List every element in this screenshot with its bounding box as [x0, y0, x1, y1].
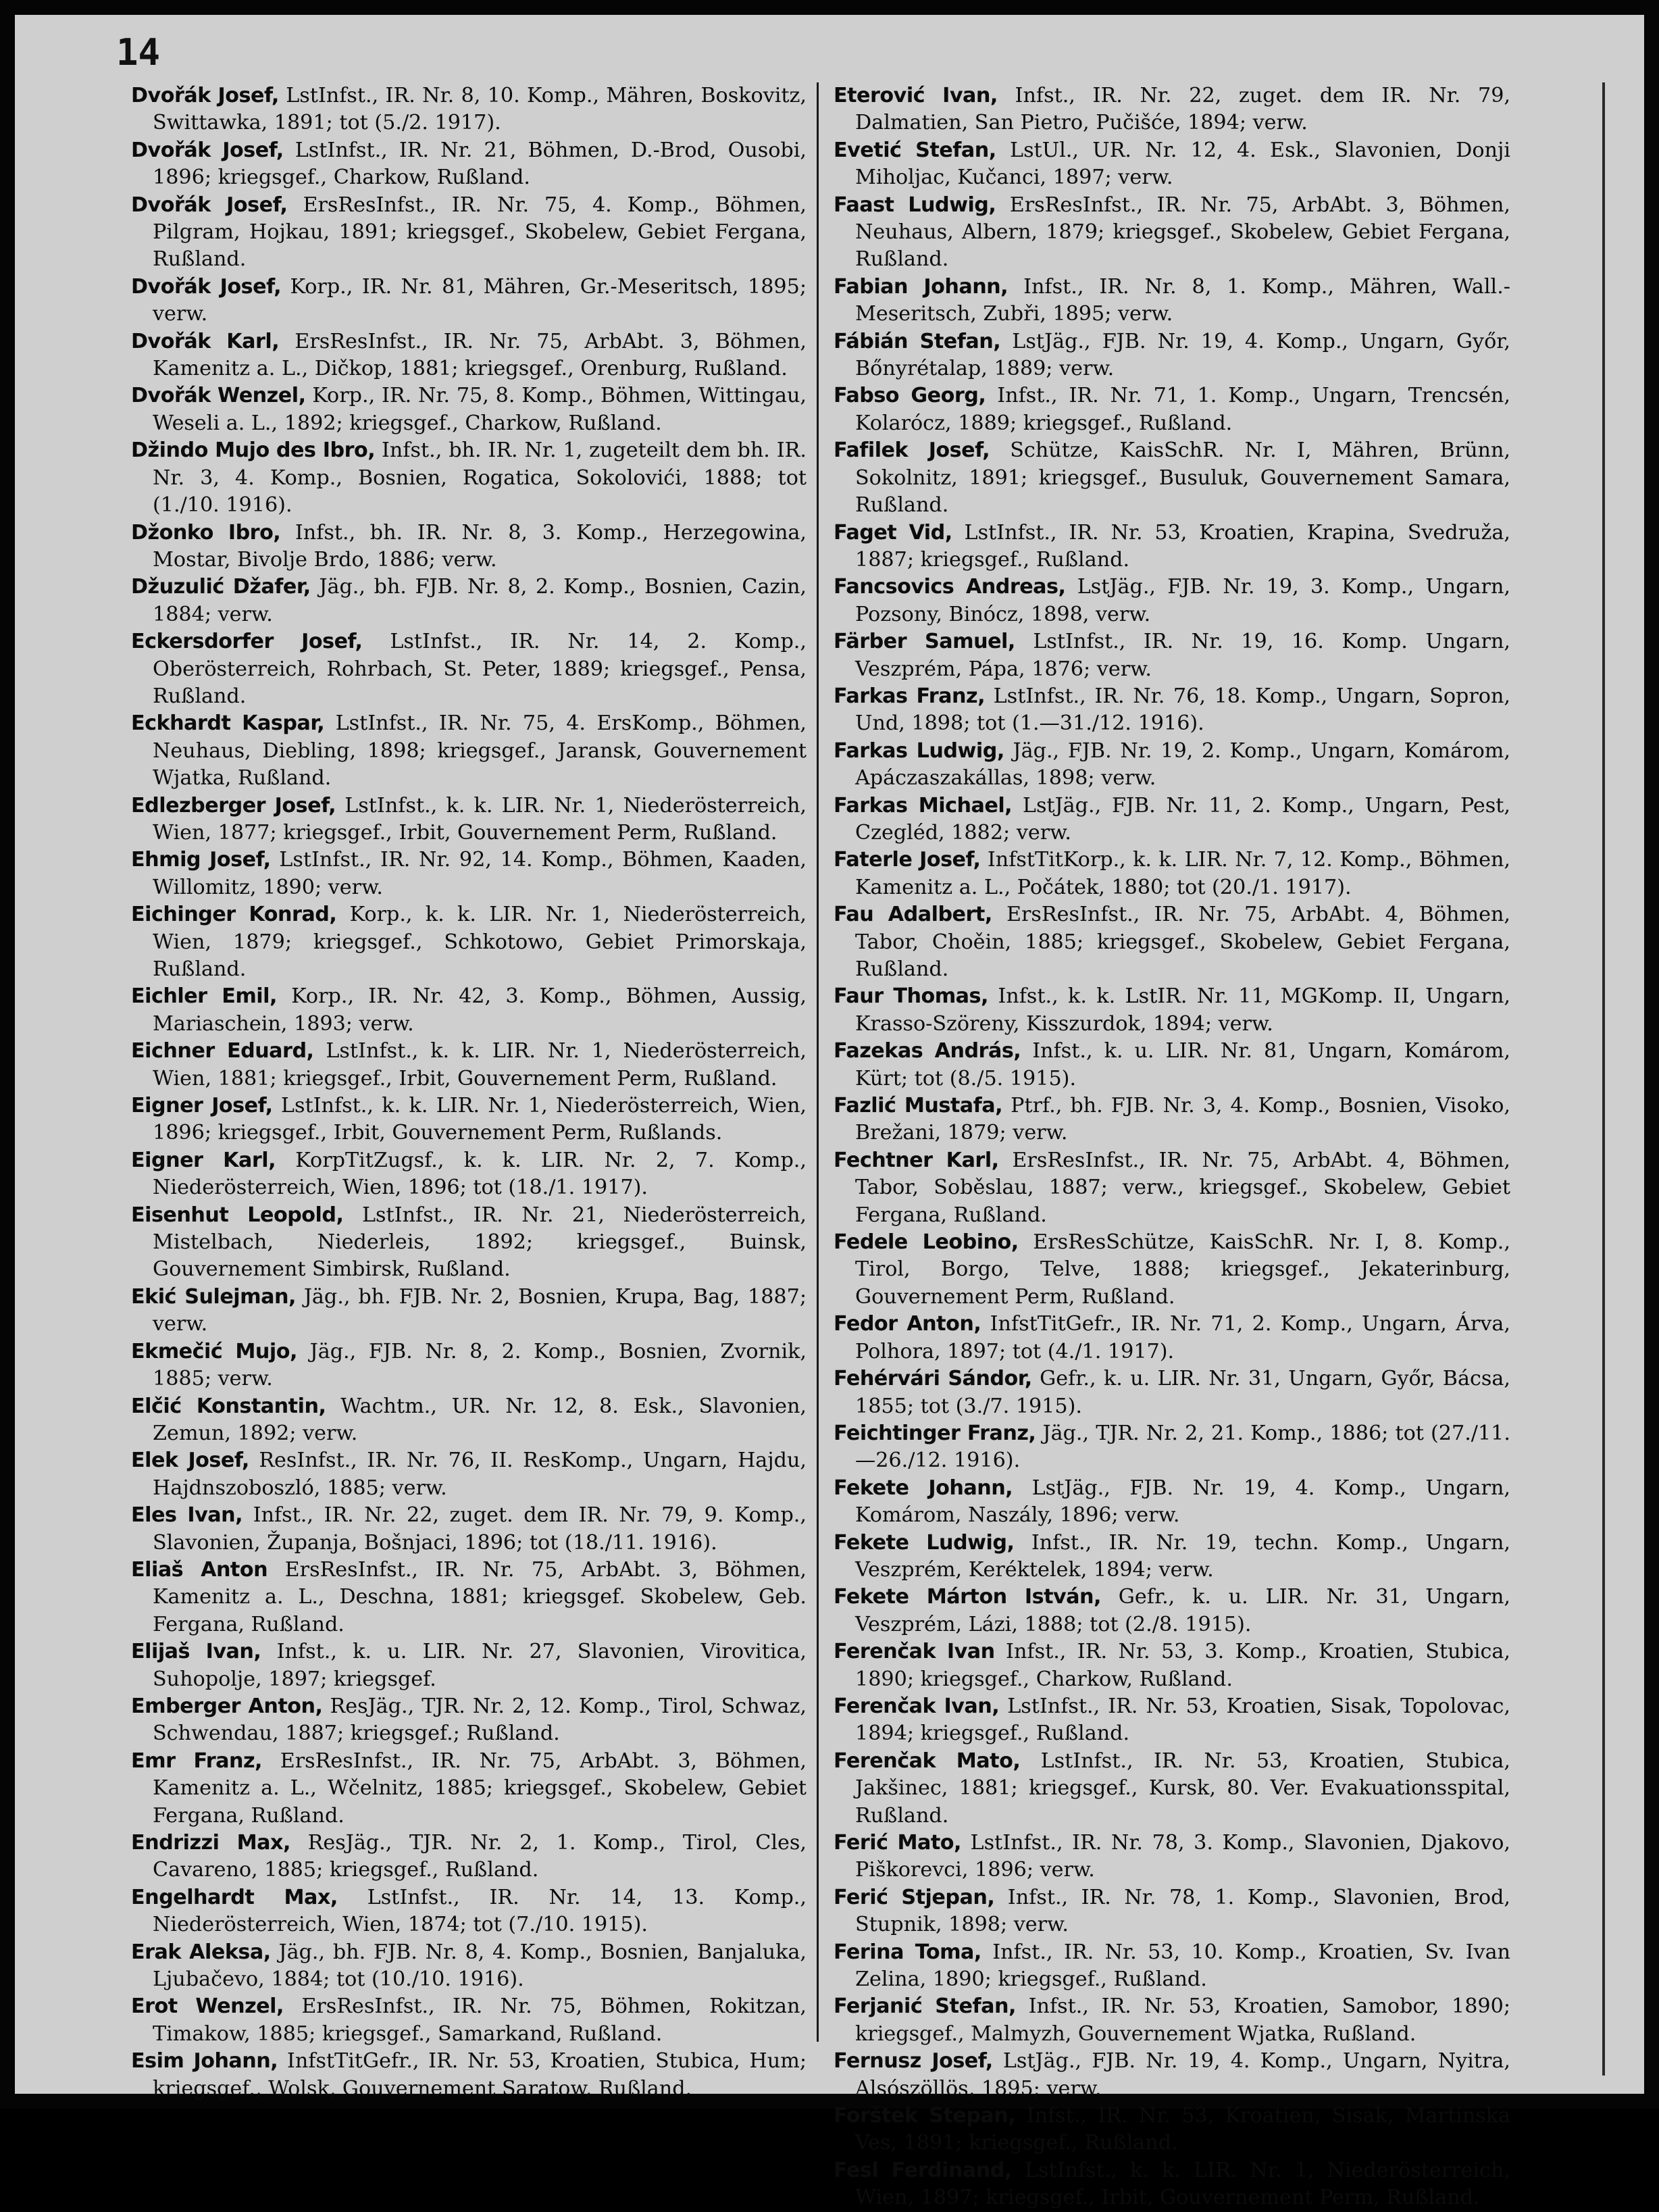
entry-name: Dvořák Karl,	[131, 329, 280, 353]
entry-details: LstInfst., IR. Nr. 53, Kroatien, Stubica, Jakšinec, 1881; kriegsgef., Kursk, 80. Ver. Evakuationsspital, Rußland.	[855, 1749, 1510, 1828]
entry-name: Engelhardt Max,	[131, 1885, 338, 1909]
register-entry	[834, 328, 1510, 383]
entry-details: Infst., IR. Nr. 53, Kroatien, Samobor, 1890; kriegsgef., Malmyzh, Gouvernement Wjatka, Rußland.	[855, 1994, 1510, 2046]
entry-name: Fazekas András,	[834, 1039, 1021, 1063]
entry-details: Infst., k. k. LstIR. Nr. 11, MGKomp. II, Ungarn, Krasso-Szöreny, Kisszurdok, 1894; verw.	[855, 984, 1510, 1036]
entry-details: LstUl., UR. Nr. 12, 4. Esk., Slavonien, Donji Miholjac, Kučanci, 1897; verw.	[855, 138, 1510, 190]
entry-name: Fekete Ludwig,	[834, 1530, 1015, 1555]
register-entry	[131, 710, 807, 792]
register-entry	[131, 1284, 807, 1338]
entry-details: LstInfst., k. k. LIR. Nr. 1, Niederösterreich, Wien, 1896; kriegsgef., Irbit, Gouvernement Perm, Rußlands.	[153, 1094, 807, 1145]
register-entry	[834, 2048, 1510, 2103]
entry-details: Korp., IR. Nr. 75, 8. Komp., Böhmen, Wittingau, Weseli a. L., 1892; kriegsgef., Charkow, Rußland.	[153, 384, 807, 435]
entry-name: Eichinger Konrad,	[131, 903, 337, 927]
entry-name: Emr Franz,	[131, 1749, 263, 1773]
entry-details: Infst., k. u. LIR. Nr. 81, Ungarn, Komárom, Kürt; tot (8./5. 1915).	[855, 1039, 1510, 1090]
register-entry	[131, 1338, 807, 1393]
entry-details: InfstTitKorp., k. k. LIR. Nr. 7, 12. Komp., Böhmen, Kamenitz a. L., Počátek, 1880; tot (20./1. 1917).	[855, 848, 1510, 899]
entry-details: LstInfst., IR. Nr. 21, Niederösterreich, Mistelbach, Niederleis, 1892; kriegsgef., Buinsk, Gouvernement Simbirsk, Rußland.	[153, 1203, 807, 1282]
entry-details: Infst., IR. Nr. 22, zuget. dem IR. Nr. 79, 9. Komp., Slavonien, Županja, Bošnjaci, 1896; tot (18./11. 1916).	[153, 1503, 807, 1555]
entry-details: Infst., bh. IR. Nr. 8, 3. Komp., Herzegowina, Mostar, Bivolje Brdo, 1886; verw.	[153, 520, 807, 572]
entry-name: Eles Ivan,	[131, 1503, 243, 1528]
entry-details: Ptrf., bh. FJB. Nr. 3, 4. Komp., Bosnien, Visoko, Brežani, 1879; verw.	[855, 1094, 1511, 1145]
register-entry	[131, 983, 807, 1038]
register-entry	[131, 1557, 807, 1638]
register-entry	[131, 2048, 807, 2103]
register-entry	[131, 1693, 807, 1748]
register-entry	[834, 2157, 1510, 2212]
register-entry	[131, 1092, 807, 1147]
register-entry	[131, 520, 807, 574]
entry-name: Ferjanić Stefan,	[834, 1994, 1016, 2019]
entry-name: Fazlić Mustafa,	[834, 1094, 1003, 1118]
entry-name: Erak Aleksa,	[131, 1940, 271, 1964]
entry-name: Ferenčak Ivan	[834, 1640, 995, 1664]
entry-details: Infst., IR. Nr. 71, 1. Komp., Ungarn, Trencsén, Kolarócz, 1889; kriegsgef., Rußland.	[855, 384, 1510, 435]
entry-name: Elčić Konstantin,	[131, 1394, 326, 1418]
entry-details: ErsResInfst., IR. Nr. 75, ArbAbt. 3, Böhmen, Kamenitz a. L., Deschna, 1881; kriegsgef. Skobelew, Geb. Fergana, Rußland.	[153, 1557, 807, 1636]
register-entry	[834, 520, 1510, 574]
register-entry	[131, 1638, 807, 1693]
entry-details: LstInfst., IR. Nr. 14, 2. Komp., Oberösterreich, Rohrbach, St. Peter, 1889; kriegsgef., Pensa, Rußland.	[153, 630, 807, 708]
entry-name: Ekić Sulejman,	[131, 1284, 296, 1309]
entry-name: Faast Ludwig,	[834, 193, 996, 217]
entry-name: Ehmig Josef,	[131, 848, 271, 872]
register-entry	[834, 683, 1510, 738]
entry-name: Ferenčak Ivan,	[834, 1694, 1000, 1718]
register-entry	[131, 847, 807, 901]
entry-name: Edlezberger Josef,	[131, 793, 336, 818]
entry-name: Fau Adalbert,	[834, 903, 992, 927]
register-entry	[834, 137, 1510, 192]
register-entry	[131, 1748, 807, 1830]
entry-details: LstInfst., IR. Nr. 14, 13. Komp., Niederösterreich, Wien, 1874; tot (7./10. 1915).	[153, 1885, 807, 1937]
register-entry	[834, 192, 1510, 274]
entry-name: Eichner Eduard,	[131, 1039, 314, 1063]
entry-name: Faterle Josef,	[834, 848, 981, 872]
entry-details: LstJäg., FJB. Nr. 19, 3. Komp., Ungarn, Pozsony, Binócz, 1898, verw.	[855, 575, 1510, 626]
page-edge-rule	[1602, 82, 1605, 2076]
entry-details: LstJäg., FJB. Nr. 19, 4. Komp., Ungarn, Győr, Bőnyrétalap, 1889; verw.	[855, 329, 1510, 381]
entry-details: KorpTitZugsf., k. k. LIR. Nr. 2, 7. Komp., Niederösterreich, Wien, 1896; tot (18./1. 1917).	[153, 1148, 807, 1200]
entry-details: Infst., IR. Nr. 53, 10. Komp., Kroatien, Sv. Ivan Zelina, 1890; kriegsgef., Rußland.	[855, 1940, 1511, 1992]
entry-details: ResJäg., TJR. Nr. 2, 1. Komp., Tirol, Cles, Cavareno, 1885; kriegsgef., Rußland.	[153, 1831, 807, 1882]
entry-details: Korp., IR. Nr. 81, Mähren, Gr.-Meseritsch, 1895; verw.	[153, 274, 807, 326]
register-entry	[834, 382, 1510, 437]
entry-name: Fábián Stefan,	[834, 329, 1001, 353]
register-entry	[131, 1393, 807, 1448]
entry-details: InfstTitGefr., IR. Nr. 53, Kroatien, Stubica, Hum; kriegsgef., Wolsk, Gouvernement Saratow, Rußland.	[153, 2049, 807, 2101]
entry-name: Ferina Toma,	[834, 1940, 981, 1964]
register-entry	[834, 1939, 1510, 1994]
register-entry	[834, 983, 1510, 1038]
register-entry	[834, 437, 1510, 519]
entry-details: ResInfst., IR. Nr. 76, II. ResKomp., Ungarn, Hajdu, Hajdnszoboszló, 1885; verw.	[153, 1449, 807, 1500]
entry-name: Fafilek Josef,	[834, 438, 990, 463]
entry-details: Infst., IR. Nr. 19, techn. Komp., Ungarn, Veszprém, Keréktelek, 1894; verw.	[855, 1530, 1510, 1582]
register-entry	[131, 1939, 807, 1994]
entry-details: Gefr., k. u. LIR. Nr. 31, Ungarn, Győr, Bácsa, 1855; tot (3./7. 1915).	[855, 1367, 1510, 1418]
entry-details: LstJäg., FJB. Nr. 19, 4. Komp., Ungarn, Komárom, Naszály, 1896; verw.	[855, 1476, 1510, 1528]
register-entry	[131, 437, 807, 519]
entry-details: LstJäg., FJB. Nr. 11, 2. Komp., Ungarn, Pest, Czegléd, 1882; verw.	[855, 793, 1511, 845]
register-entry	[131, 137, 807, 192]
register-entry	[834, 1693, 1510, 1748]
entry-name: Eisenhut Leopold,	[131, 1203, 344, 1227]
register-entry	[131, 192, 807, 274]
register-entry	[834, 628, 1510, 683]
entry-details: LstInfst., k. k. LIR. Nr. 1, Niederösterreich, Wien, 1881; kriegsgef., Irbit, Gouvernement Perm, Rußland.	[153, 1039, 807, 1090]
entry-details: ErsResSchütze, KaisSchR. Nr. I, 8. Komp., Tirol, Borgo, Telve, 1888; kriegsgef., Jekaterinburg, Gouvernement Perm, Rußland.	[855, 1230, 1511, 1309]
entry-details: LstInfst., k. k. LIR. Nr. 1, Niederösterreich, Wien, 1897; kriegsgef., Irbit, Gouvernement Perm, Rußland.	[855, 2158, 1511, 2210]
entry-name: Ferić Mato,	[834, 1831, 962, 1855]
entry-name: Forštek Stepan,	[834, 2104, 1016, 2128]
entry-details: Jäg., bh. FJB. Nr. 2, Bosnien, Krupa, Bag, 1887; verw.	[153, 1284, 807, 1336]
entry-name: Dvořák Josef,	[131, 274, 282, 299]
entry-name: Emberger Anton,	[131, 1694, 323, 1718]
entry-details: ResJäg., TJR. Nr. 2, 12. Komp., Tirol, Schwaz, Schwendau, 1887; kriegsgef.; Rußland.	[153, 1694, 807, 1746]
entry-name: Evetić Stefan,	[834, 138, 996, 162]
register-entry	[131, 1884, 807, 1939]
register-entry	[131, 628, 807, 710]
entry-name: Farkas Ludwig,	[834, 738, 1004, 763]
entry-name: Eterović Ivan,	[834, 84, 998, 107]
entry-details: ErsResInfst., IR. Nr. 75, 4. Komp., Böhmen, Pilgram, Hojkau, 1891; kriegsgef., Skobelew, Gebiet Fergana, Rußland.	[153, 193, 807, 272]
entry-name: Endrizzi Max,	[131, 1831, 290, 1855]
register-entry	[834, 1420, 1510, 1475]
register-entry	[834, 1311, 1510, 1365]
register-entry	[834, 274, 1510, 328]
entry-name: Ekmečić Mujo,	[131, 1339, 297, 1363]
entry-name: Elijaš Ivan,	[131, 1640, 261, 1664]
entry-name: Eliaš Anton	[131, 1557, 268, 1582]
entry-details: LstInfst., IR. Nr. 53, Kroatien, Krapina, Svedruža, 1887; kriegsgef., Rußland.	[855, 520, 1510, 572]
entry-name: Fechtner Karl,	[834, 1148, 999, 1172]
register-entry	[834, 1092, 1510, 1147]
entry-name: Fabian Johann,	[834, 274, 1009, 299]
entry-details: Infst., bh. IR. Nr. 1, zugeteilt dem bh. IR. Nr. 3, 4. Komp., Bosnien, Rogatica, Sokolovići, 1888; tot (1./10. 1916).	[153, 438, 807, 518]
entry-name: Eigner Karl,	[131, 1148, 276, 1172]
entry-name: Fancsovics Andreas,	[834, 575, 1066, 599]
entry-name: Farkas Michael,	[834, 793, 1013, 818]
entry-details: Gefr., k. u. LIR. Nr. 31, Ungarn, Veszprém, Lázi, 1888; tot (2./8. 1915).	[855, 1585, 1510, 1636]
entry-details: LstInfst., IR. Nr. 21, Böhmen, D.-Brod, Ousobi, 1896; kriegsgef., Charkow, Rußland.	[153, 138, 807, 190]
entry-details: ErsResInfst., IR. Nr. 75, Böhmen, Rokitzan, Timakow, 1885; kriegsgef., Samarkand, Rußland.	[153, 1994, 807, 2046]
entry-name: Farkas Franz,	[834, 684, 986, 708]
register-entry	[834, 574, 1510, 628]
entry-details: ErsResInfst., IR. Nr. 75, ArbAbt. 3, Böhmen, Kamenitz a. L., Wčelnitz, 1885; kriegsgef., Skobelew, Gebiet Fergana, Rußland.	[153, 1749, 807, 1828]
entry-name: Džonko Ibro,	[131, 520, 281, 545]
entry-name: Ferenčak Mato,	[834, 1749, 1021, 1773]
entry-details: Infst., IR. Nr. 78, 1. Komp., Slavonien, Brod, Stupnik, 1898; verw.	[855, 1885, 1510, 1937]
register-entry	[834, 82, 1510, 137]
entry-name: Dvořák Josef,	[131, 193, 288, 217]
entry-name: Esim Johann,	[131, 2049, 278, 2073]
entry-details: ErsResInfst., IR. Nr. 75, ArbAbt. 3, Böhmen, Kamenitz a. L., Dičkop, 1881; kriegsgef., Orenburg, Rußland.	[153, 329, 807, 381]
entry-name: Eichler Emil,	[131, 984, 277, 1009]
register-entry	[131, 901, 807, 983]
page-number: 14	[116, 31, 161, 74]
entry-name: Džindo Mujo des Ibro,	[131, 438, 376, 463]
register-entry	[834, 1993, 1510, 2048]
entry-name: Dvořák Wenzel,	[131, 384, 306, 408]
register-entry	[834, 1229, 1510, 1311]
register-entry	[834, 847, 1510, 901]
entry-details: LstInfst., k. k. LIR. Nr. 1, Niederösterreich, Wien, 1877; kriegsgef., Irbit, Gouvernement Perm, Rußland.	[153, 793, 807, 845]
entry-details: Infst., IR. Nr. 22, zuget. dem IR. Nr. 79, Dalmatien, San Pietro, Pučišće, 1894; verw.	[855, 84, 1510, 135]
register-entry	[131, 274, 807, 328]
entry-name: Fedor Anton,	[834, 1312, 981, 1336]
register-entry	[834, 1147, 1510, 1229]
entry-details: LstJäg., FJB. Nr. 19, 4. Komp., Ungarn, Nyitra, Alsószöllös, 1895; verw.	[855, 2049, 1510, 2101]
entry-details: Jäg., bh. FJB. Nr. 8, 4. Komp., Bosnien, Banjaluka, Ljubačevo, 1884; tot (10./10. 1916).	[153, 1940, 807, 1992]
register-entry	[834, 1038, 1510, 1092]
entry-details: Korp., IR. Nr. 42, 3. Komp., Böhmen, Aussig, Mariaschein, 1893; verw.	[153, 984, 807, 1036]
entry-name: Fesl Ferdinand,	[834, 2158, 1012, 2182]
entry-name: Eckersdorfer Josef,	[131, 630, 363, 654]
entry-details: LstInfst., IR. Nr. 76, 18. Komp., Ungarn, Sopron, Und, 1898; tot (1.—31./12. 1916).	[855, 684, 1510, 736]
left-column	[131, 82, 807, 2103]
entry-name: Fekete Márton István,	[834, 1585, 1102, 1609]
entry-name: Fehérvári Sándor,	[834, 1367, 1032, 1391]
register-entry	[131, 1830, 807, 1884]
entry-details: Jäg., FJB. Nr. 19, 2. Komp., Ungarn, Komárom, Apáczaszakállas, 1898; verw.	[855, 738, 1511, 790]
entry-details: Jäg., TJR. Nr. 2, 21. Komp., 1886; tot (27./11.—26./12. 1916).	[855, 1421, 1510, 1473]
entry-name: Färber Samuel,	[834, 630, 1015, 654]
entry-details: ErsResInfst., IR. Nr. 75, ArbAbt. 4, Böhmen, Tabor, Soběslau, 1887; verw., kriegsgef., Skobelew, Gebiet Fergana, Rußland.	[855, 1148, 1510, 1227]
entry-details: ErsResInfst., IR. Nr. 75, ArbAbt. 4, Böhmen, Tabor, Choěin, 1885; kriegsgef., Skobelew, Gebiet Fergana, Rußland.	[855, 903, 1511, 981]
entry-details: LstInfst., IR. Nr. 92, 14. Komp., Böhmen, Kaaden, Willomitz, 1890; verw.	[153, 848, 807, 899]
entry-name: Elek Josef,	[131, 1449, 249, 1473]
entry-details: Infst., IR. Nr. 8, 1. Komp., Mähren, Wall.-Meseritsch, Zubři, 1895; verw.	[855, 274, 1510, 326]
register-entry	[834, 901, 1510, 983]
entry-name: Ferić Stjepan,	[834, 1885, 995, 1909]
register-entry	[131, 793, 807, 847]
register-entry	[131, 574, 807, 628]
entry-name: Fekete Johann,	[834, 1476, 1013, 1500]
register-entry	[131, 1993, 807, 2048]
entry-details: Infst., IR. Nr. 53, Kroatien, Sisak, Martinska Ves, 1891; kriegsgef., Rußland.	[855, 2104, 1510, 2155]
entry-details: Korp., k. k. LIR. Nr. 1, Niederösterreich, Wien, 1879; kriegsgef., Schkotowo, Gebiet Primorskaja, Rußland.	[153, 903, 807, 981]
register-entry	[834, 1530, 1510, 1584]
entry-details: Jäg., bh. FJB. Nr. 8, 2. Komp., Bosnien, Cazin, 1884; verw.	[153, 575, 807, 626]
entry-name: Eckhardt Kaspar,	[131, 711, 325, 736]
entry-details: LstInfst., IR. Nr. 8, 10. Komp., Mähren, Boskovitz, Swittawka, 1891; tot (5./2. 1917).	[153, 84, 807, 135]
register-entry	[834, 1584, 1510, 1638]
entry-name: Eigner Josef,	[131, 1094, 273, 1118]
register-entry	[131, 1447, 807, 1502]
entry-name: Erot Wenzel,	[131, 1994, 284, 2019]
register-entry	[131, 1038, 807, 1092]
register-entry	[834, 2103, 1510, 2157]
register-entry	[834, 1475, 1510, 1530]
entry-details: Wachtm., UR. Nr. 12, 8. Esk., Slavonien, Zemun, 1892; verw.	[153, 1394, 807, 1445]
entry-name: Faget Vid,	[834, 520, 952, 545]
register-entry	[131, 382, 807, 437]
entry-details: LstInfst., IR. Nr. 75, 4. ErsKomp., Böhmen, Neuhaus, Diebling, 1898; kriegsgef., Jaransk, Gouvernement Wjatka, Rußland.	[153, 711, 807, 790]
entry-details: ErsResInfst., IR. Nr. 75, ArbAbt. 3, Böhmen, Neuhaus, Albern, 1879; kriegsgef., Skobelew, Gebiet Fergana, Rußland.	[855, 193, 1511, 272]
register-entry	[834, 793, 1510, 847]
entry-name: Dvořák Josef,	[131, 138, 284, 162]
entry-name: Feichtinger Franz,	[834, 1421, 1036, 1445]
entry-name: Fernusz Josef,	[834, 2049, 993, 2073]
register-entry	[834, 1884, 1510, 1939]
column-divider	[817, 82, 819, 2042]
entry-name: Džuzulić Džafer,	[131, 575, 311, 599]
register-entry	[834, 1748, 1510, 1830]
entry-details: Infst., IR. Nr. 53, 3. Komp., Kroatien, Stubica, 1890; kriegsgef., Charkow, Rußland.	[855, 1640, 1510, 1691]
register-entry	[131, 82, 807, 137]
entry-details: Infst., k. u. LIR. Nr. 27, Slavonien, Virovitica, Suhopolje, 1897; kriegsgef.	[153, 1640, 807, 1691]
entry-details: Schütze, KaisSchR. Nr. I, Mähren, Brünn, Sokolnitz, 1891; kriegsgef., Busuluk, Gouvernement Samara, Rußland.	[855, 438, 1510, 518]
entry-name: Faur Thomas,	[834, 984, 988, 1009]
entry-name: Fedele Leobino,	[834, 1230, 1019, 1255]
register-entry	[834, 738, 1510, 793]
register-entry	[131, 1147, 807, 1202]
entry-details: InfstTitGefr., IR. Nr. 71, 2. Komp., Ungarn, Árva, Polhora, 1897; tot (4./1. 1917).	[855, 1312, 1510, 1363]
register-entry	[834, 1365, 1510, 1420]
right-column	[834, 82, 1510, 2212]
entry-details: Jäg., FJB. Nr. 8, 2. Komp., Bosnien, Zvornik, 1885; verw.	[153, 1339, 807, 1391]
entry-name: Fabso Georg,	[834, 384, 986, 408]
entry-details: LstInfst., IR. Nr. 53, Kroatien, Sisak, Topolovac, 1894; kriegsgef., Rußland.	[855, 1694, 1510, 1746]
register-entry	[834, 1638, 1510, 1693]
register-entry	[131, 328, 807, 383]
register-entry	[131, 1202, 807, 1284]
register-entry	[131, 1502, 807, 1557]
entry-details: LstInfst., IR. Nr. 19, 16. Komp. Ungarn, Veszprém, Pápa, 1876; verw.	[855, 630, 1510, 681]
entry-name: Dvořák Josef,	[131, 84, 279, 107]
entry-details: LstInfst., IR. Nr. 78, 3. Komp., Slavonien, Djakovo, Piškorevci, 1896; verw.	[855, 1831, 1510, 1882]
register-entry	[834, 1830, 1510, 1884]
